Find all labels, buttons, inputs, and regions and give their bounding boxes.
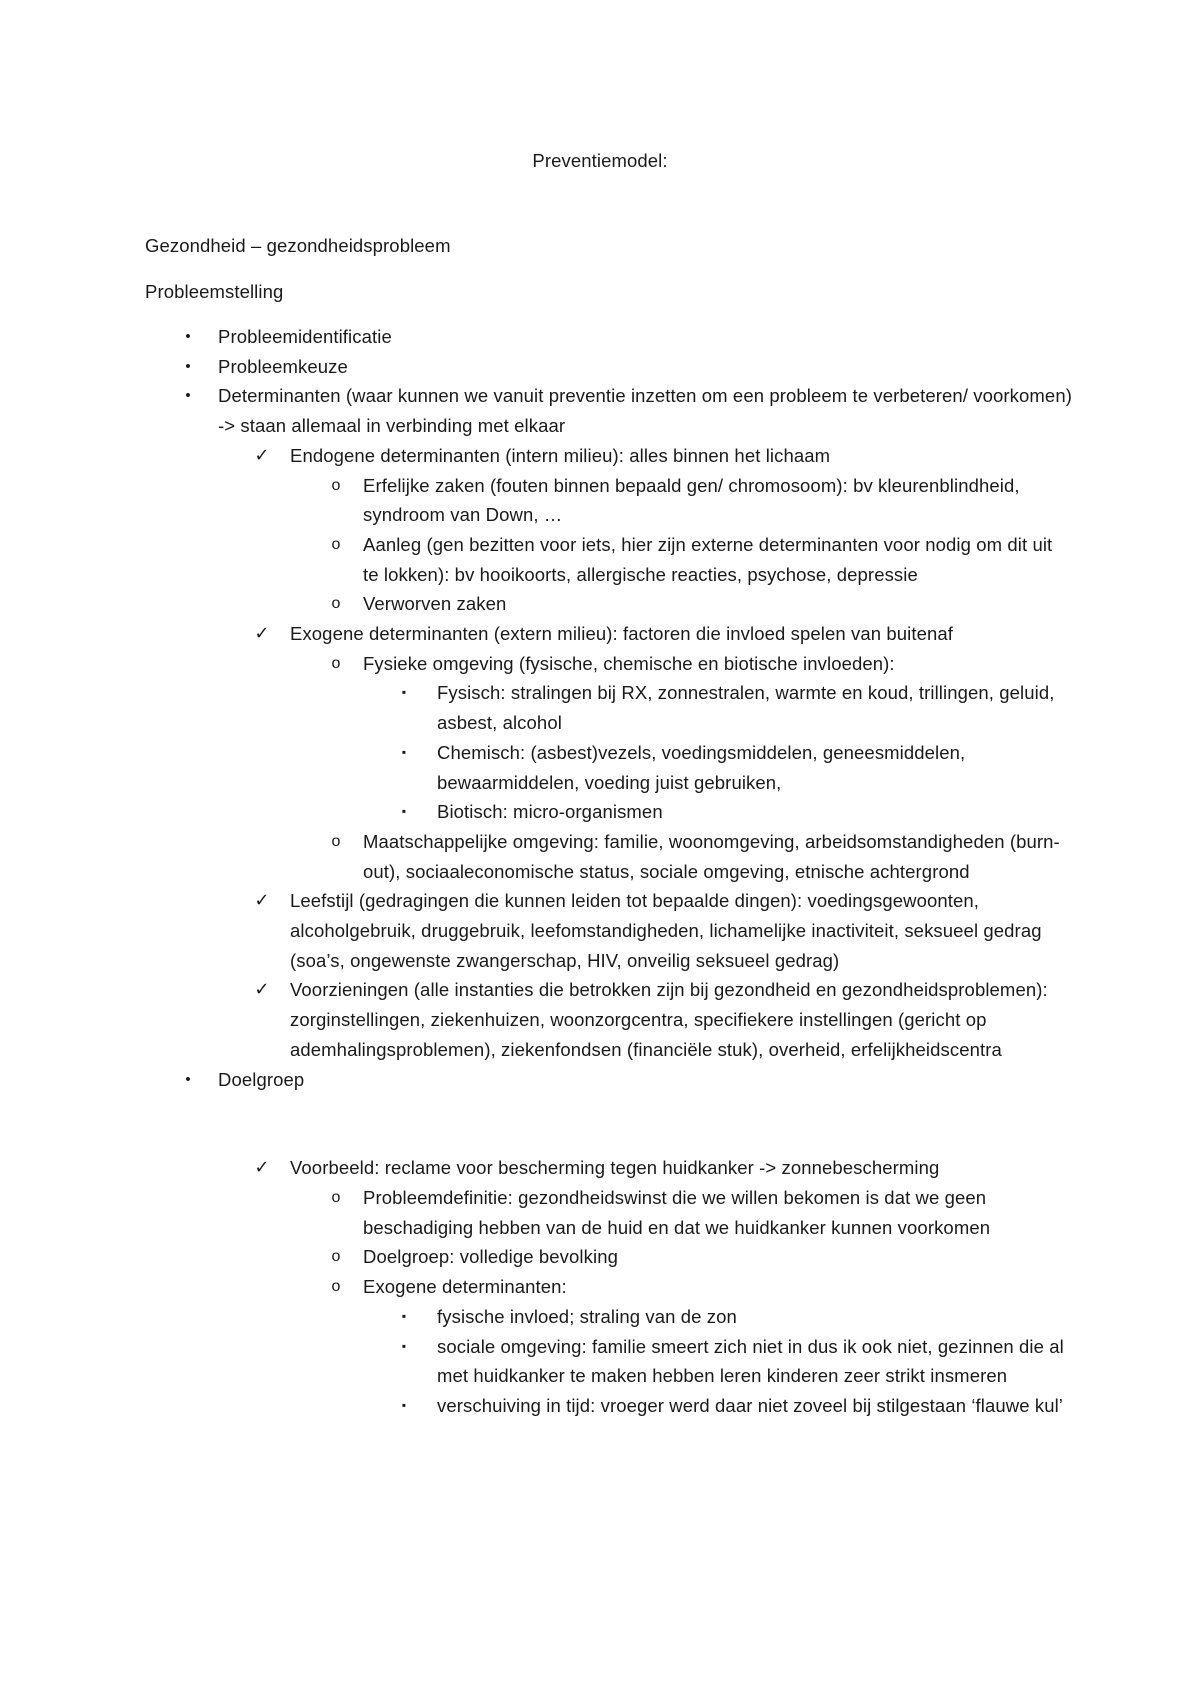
square-bullet-icon: ▪ xyxy=(401,1397,407,1412)
bullet-icon: • xyxy=(185,357,191,375)
circle-bullet-icon: o xyxy=(331,476,341,494)
list-item-text: Fysisch: stralingen bij RX, zonnestralen, warmte en koud, trillingen, geluid, asbest, alcohol xyxy=(437,682,1055,734)
list-item xyxy=(0,1242,1200,1272)
square-bullet-icon: ▪ xyxy=(401,685,407,700)
square-bullet-icon: ▪ xyxy=(401,804,407,819)
bullet-icon: • xyxy=(185,328,191,345)
checkmark-icon: ✓ xyxy=(254,623,270,644)
list-item-text: Exogene determinanten (extern milieu): factoren die invloed spelen van buitenaf xyxy=(290,623,953,645)
list-item-text: fysische invloed; straling van de zon xyxy=(437,1305,737,1327)
list-item-text: Voorzieningen (alle instanties die betrokken zijn bij gezondheid en gezondheidsproblemen): zorginstellingen, ziekenhuizen, woonzorgcentra, specifiekere instellingen (gericht op ademhalingsproblemen), ziekenfondsen (financiële stuk), overheid, erfelijkheidscentra xyxy=(290,979,1048,1060)
list-item xyxy=(0,678,1200,737)
bullet-icon: • xyxy=(185,387,191,405)
list-item xyxy=(0,530,1200,589)
list-item-text: Probleemdefinitie: gezondheidswinst die we willen bekomen is dat we geen beschadiging hebben van de huid en dat we huidkanker kunnen voorkomen xyxy=(363,1186,991,1238)
list-item xyxy=(0,1065,1200,1095)
list-item xyxy=(0,975,1200,1064)
checkmark-icon: ✓ xyxy=(254,1157,270,1178)
list-item-text: Fysieke omgeving (fysische, chemische en biotische invloeden): xyxy=(363,652,895,674)
circle-bullet-icon: o xyxy=(331,535,341,553)
list-item xyxy=(0,352,1200,382)
square-bullet-icon: ▪ xyxy=(401,744,407,759)
blank-spacer xyxy=(0,1094,1200,1153)
list-item xyxy=(0,619,1200,649)
outline-list xyxy=(0,322,1200,1421)
list-item-text: Biotisch: micro-organismen xyxy=(437,801,663,823)
list-item-text: verschuiving in tijd: vroeger werd daar niet zoveel bij stilgestaan ‘flauwe kul’ xyxy=(437,1394,1064,1416)
list-item-text: Probleemkeuze xyxy=(218,355,348,377)
list-item-text: Exogene determinanten: xyxy=(363,1276,567,1298)
list-item-text: Aanleg (gen bezitten voor iets, hier zijn externe determinanten voor nodig om dit uit te lokken): bv hooikoorts, allergische reacties, psychose, depressie xyxy=(363,533,1053,585)
list-item xyxy=(0,886,1200,975)
circle-bullet-icon: o xyxy=(331,654,341,672)
list-item xyxy=(0,322,1200,352)
checkmark-icon: ✓ xyxy=(254,890,270,911)
circle-bullet-icon: o xyxy=(331,1278,341,1296)
square-bullet-icon: ▪ xyxy=(401,1308,407,1323)
list-item xyxy=(0,1391,1200,1421)
list-item-text: Voorbeeld: reclame voor bescherming tegen huidkanker -> zonnebescherming xyxy=(290,1157,940,1179)
list-item-text: Endogene determinanten (intern milieu): alles binnen het lichaam xyxy=(290,444,831,466)
list-item xyxy=(0,1272,1200,1302)
list-item xyxy=(0,797,1200,827)
list-item xyxy=(0,1183,1200,1242)
section-heading-health: Gezondheid – gezondheidsprobleem xyxy=(145,235,451,256)
bullet-icon: • xyxy=(185,1070,191,1088)
list-item-text: Doelgroep: volledige bevolking xyxy=(363,1246,618,1268)
list-item-text: Chemisch: (asbest)vezels, voedingsmiddelen, geneesmiddelen, bewaarmiddelen, voeding juist gebruiken, xyxy=(437,741,966,793)
list-item xyxy=(0,1302,1200,1332)
circle-bullet-icon: o xyxy=(331,832,341,850)
list-item xyxy=(0,649,1200,679)
section-heading-problem-statement: Probleemstelling xyxy=(145,281,284,302)
list-item xyxy=(0,471,1200,530)
list-item-text: Determinanten (waar kunnen we vanuit preventie inzetten om een probleem te verbeteren/ voorkomen) -> staan allemaal in verbinding met elkaar xyxy=(218,385,1072,437)
checkmark-icon: ✓ xyxy=(254,979,270,1000)
list-item-text: Doelgroep xyxy=(218,1068,305,1090)
list-item xyxy=(0,827,1200,886)
checkmark-icon: ✓ xyxy=(254,444,270,465)
list-item xyxy=(0,738,1200,797)
list-item xyxy=(0,381,1200,440)
list-item-text: Verworven zaken xyxy=(363,593,507,615)
circle-bullet-icon: o xyxy=(331,1188,341,1206)
list-item-text: Probleemidentificatie xyxy=(218,326,392,347)
list-item xyxy=(0,1153,1200,1183)
circle-bullet-icon: o xyxy=(331,1248,341,1266)
square-bullet-icon: ▪ xyxy=(401,1338,407,1353)
list-item xyxy=(0,589,1200,619)
list-item xyxy=(0,1332,1200,1391)
list-item-text: sociale omgeving: familie smeert zich niet in dus ik ook niet, gezinnen die al met huidkanker te maken hebben leren kinderen zeer strikt insmeren xyxy=(437,1335,1064,1387)
list-item-text: Leefstijl (gedragingen die kunnen leiden tot bepaalde dingen): voedingsgewoonten, alcoholgebruik, druggebruik, leefomstandigheden, lichamelijke inactiviteit, seksueel gedrag (soa’s, ongewenste zwangerschap, HIV, onveilig seksueel gedrag) xyxy=(290,890,1042,971)
list-item xyxy=(0,441,1200,471)
list-item-text: Maatschappelijke omgeving: familie, woonomgeving, arbeidsomstandigheden (burn-out), sociaaleconomische status, sociale omgeving, etnische achtergrond xyxy=(363,830,1060,882)
document-title: Preventiemodel: xyxy=(532,150,668,171)
list-item-text: Erfelijke zaken (fouten binnen bepaald gen/ chromosoom): bv kleurenblindheid, syndroom van Down, … xyxy=(363,474,1020,526)
circle-bullet-icon: o xyxy=(331,595,341,613)
